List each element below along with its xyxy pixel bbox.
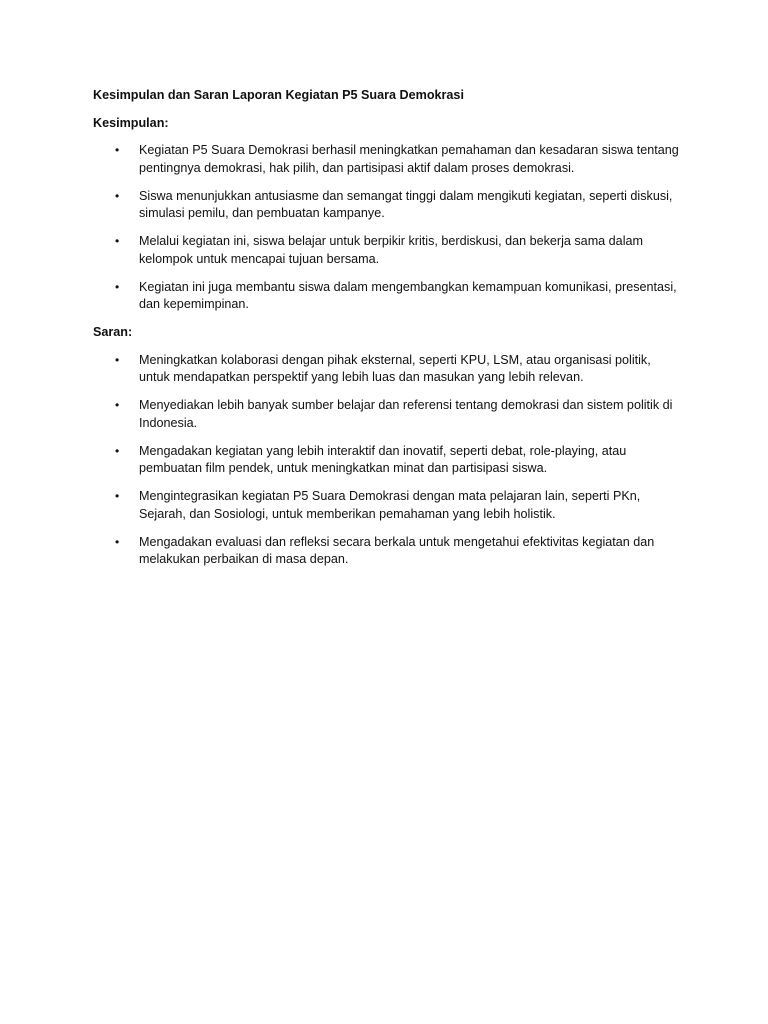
bullet-icon: • xyxy=(115,188,120,203)
kesimpulan-list xyxy=(93,142,683,314)
list-item xyxy=(93,188,683,223)
bullet-icon: • xyxy=(115,489,120,503)
saran-list xyxy=(93,352,683,569)
list-item xyxy=(93,397,683,432)
list-item-text: Kegiatan P5 Suara Demokrasi berhasil meningkatkan pemahaman dan kesadaran siswa tentang pentingnya demokrasi, hak pilih, dan partisipasi aktif dalam proses demokrasi. xyxy=(139,143,679,175)
kesimpulan-heading: Kesimpulan: xyxy=(93,115,169,130)
bullet-icon: • xyxy=(115,398,120,412)
document-content xyxy=(93,87,683,579)
list-item xyxy=(93,488,683,523)
list-item xyxy=(93,279,683,314)
list-item-text: Mengadakan evaluasi dan refleksi secara berkala untuk mengetahui efektivitas kegiatan dan melakukan perbaikan di masa depan. xyxy=(139,534,655,566)
list-item-text: Melalui kegiatan ini, siswa belajar untuk berpikir kritis, berdiskusi, dan bekerja sama dalam kelompok untuk mencapai tujuan bersama. xyxy=(139,234,643,266)
list-item-text: Siswa menunjukkan antusiasme dan semangat tinggi dalam mengikuti kegiatan, seperti diskusi, simulasi pemilu, dan pembuatan kampanye. xyxy=(139,188,673,220)
bullet-icon: • xyxy=(115,534,120,549)
list-item-text: Meningkatkan kolaborasi dengan pihak eksternal, seperti KPU, LSM, atau organisasi politik, untuk mendapatkan perspektif yang lebih luas dan masukan yang lebih relevan. xyxy=(139,352,651,384)
list-item-text: Mengadakan kegiatan yang lebih interaktif dan inovatif, seperti debat, role-playing, atau pembuatan film pendek, untuk meningkatkan minat dan partisipasi siswa. xyxy=(139,443,627,475)
list-item-text: Kegiatan ini juga membantu siswa dalam mengembangkan kemampuan komunikasi, presentasi, dan kepemimpinan. xyxy=(139,279,677,311)
bullet-icon: • xyxy=(115,443,120,458)
list-item-text: Mengintegrasikan kegiatan P5 Suara Demokrasi dengan mata pelajaran lain, seperti PKn, Sejarah, dan Sosiologi, untuk memberikan pemahaman yang lebih holistik. xyxy=(139,489,641,521)
list-item xyxy=(93,142,683,177)
bullet-icon: • xyxy=(115,279,120,294)
document-title: Kesimpulan dan Saran Laporan Kegiatan P5 Suara Demokrasi xyxy=(93,88,464,102)
saran-heading: Saran: xyxy=(93,325,133,339)
bullet-icon: • xyxy=(115,234,120,248)
list-item xyxy=(93,233,683,268)
bullet-icon: • xyxy=(115,352,120,367)
list-item-text: Menyediakan lebih banyak sumber belajar dan referensi tentang demokrasi dan sistem politik di Indonesia. xyxy=(139,398,673,430)
list-item xyxy=(93,352,683,387)
bullet-icon: • xyxy=(115,143,120,157)
list-item xyxy=(93,534,683,569)
list-item xyxy=(93,443,683,478)
